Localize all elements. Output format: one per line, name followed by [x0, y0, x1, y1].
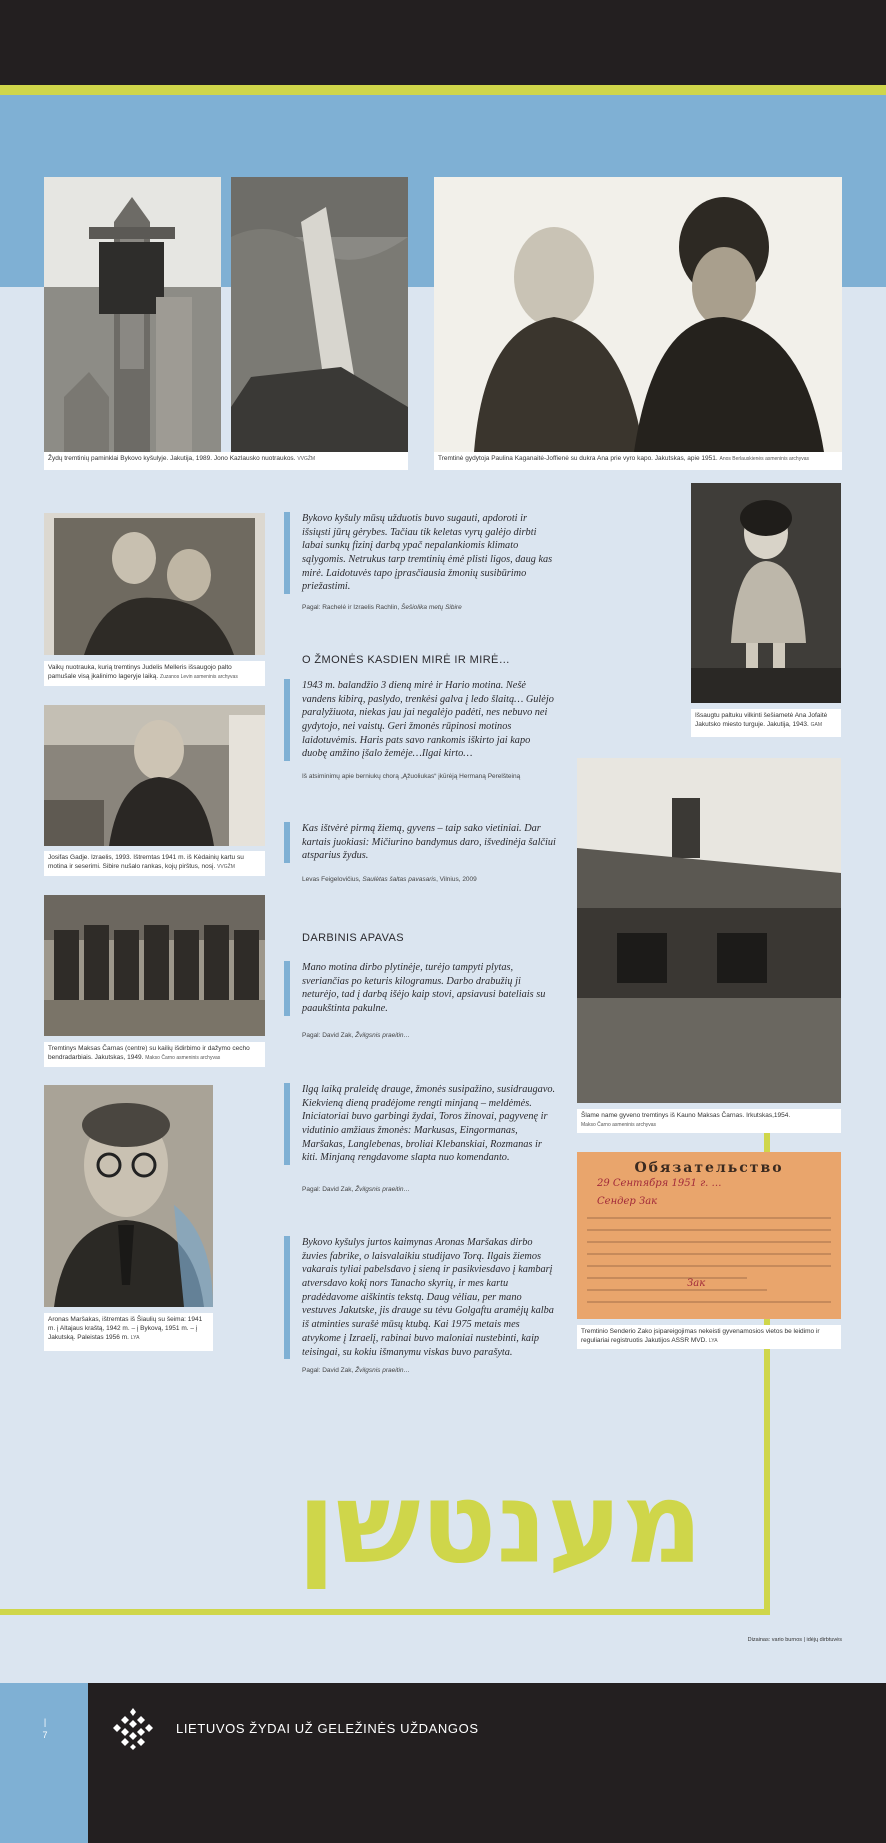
design-credit: Dizainas: vario burnos | idėjų dirbtuvės: [747, 1637, 842, 1643]
top-yellow-stripe: [0, 85, 886, 95]
quote-source-feigelovicius: Levas Feigelovičius, Saulėtas šaltas pavasaris, Vilnius, 2009: [302, 876, 477, 883]
caption-girl-market: Išsaugtu paltuku vilkinti šešiametė Ana Jofaitė Jakutsko miesto turguje. Jakutija, 1943. GAM: [691, 709, 841, 737]
document-printed-lines: [587, 1212, 831, 1312]
document-handwriting-name: Сендер Зак: [597, 1196, 658, 1207]
heading-people-died: O ŽMONĖS KASDIEN MIRĖ IR MIRĖ…: [302, 654, 511, 666]
photo-josifas-gadje: [44, 705, 265, 846]
page-number-mark: |: [43, 1717, 47, 1727]
document-handwriting-date: 29 Сентября 1951 г. …: [597, 1178, 722, 1189]
quote-source-zak-3: Pagal: David Zak, Žvilgsnis praeitin…: [302, 1367, 411, 1374]
caption-obligation-form: Tremtinio Senderio Zako įsipareigojimas nekeisti gyvenamosios vietos be leidimo ir reguliariai registruotis Jakutijos ASSR MVD. LYA: [577, 1325, 841, 1349]
yellow-frame-horizontal: [0, 1609, 770, 1615]
quote-aronas-torah: Bykovo kyšulys jurtos kaimynas Aronas Maršakas dirbo žuvies fabrike, o laisvalaikiu studijavo Torą. Ilgais žiemos vakarais tyliai pabelsdavo į sieną ir pasikviesdavo į kambarį atversdavo kokį nors Tanacho skyrių, ir mes kartu pradėdavome aiškintis tekstą. Daug vėliau, per mano vestuves Jakutske, jis drauge su tėvu Golgaftu aramėjų kalba iš atminties surašė mūsų ktubą. Kai 1975 metais mes atvykome į Izraelį, rabinai buvo maloniai nustebinti, kaip teisingai, su kokiu išmanymu viskas buvo parašyta.: [284, 1236, 556, 1359]
photo-mother-daughter: [434, 177, 842, 452]
page-number: 7: [42, 1730, 48, 1740]
photo-old-house: [577, 758, 841, 1103]
heading-work-shoes: DARBINIS APAVAS: [302, 932, 404, 944]
quote-source-zak-2: Pagal: David Zak, Žvilgsnis praeitin…: [302, 1186, 411, 1193]
caption-josifas-gadje: Josifas Gadje. Izraelis, 1993. Ištremtas 1941 m. iš Kėdainių kartu su motina ir seserimi. Sibire nušalo rankas, kojų pirštus, nosį. VVGŽM: [44, 851, 265, 876]
footer-title: LIETUVOS ŽYDAI UŽ GELEŽINĖS UŽDANGOS: [176, 1721, 479, 1736]
caption-grave-monuments: Žydų tremtinių paminklai Bykovo kyšulyje. Jakutija, 1989. Jono Kazlausko nuotraukos. VVGŽM: [44, 452, 408, 470]
photo-children: [44, 513, 265, 655]
document-signature: Зак: [687, 1278, 706, 1289]
caption-children: Vaikų nuotrauka, kurią tremtinys Judelis Melleris išsaugojo palto pamušale visą įkalinimo lageryje laiką. Zuzanos Levin asmeninis archyvas: [44, 661, 265, 686]
quote-minyan: Ilgą laiką praleidę drauge, žmonės susipažino, susidraugavo. Kiekvieną dieną pradėjome rengti minjaną – meldėmės. Iniciatoriai buvo garbingi žydai, Toros žinovai, pagyvenę ir vidutinio amžiaus žmonės: Markusas, Eingormanas, Maršakas, Langlebenas, broliai Klebanskiai, Rozmanas ir kiti. Minjaną rengdavome slapta nuo komendanto.: [284, 1083, 556, 1165]
photo-group-workers: [44, 895, 265, 1036]
caption-group-workers: Tremtinys Maksas Čarnas (centre) su kailių išdirbimo ir dažymo cecho bendradarbiais. Jakutskas, 1949. Makso Čarno asmeninis archyvas: [44, 1042, 265, 1067]
quote-first-winter: Kas ištvėrė pirmą žiemą, gyvens – taip sako vietiniai. Dar kartais juokiasi: Mičiurino bandymus daro, išvedinėja šalčiui atsparius žydus.: [284, 822, 556, 863]
caption-aronas-marsakas: Aronas Maršakas, ištremtas iš Šiaulių su šeima: 1941 m. į Altajaus kraštą, 1942 m. – į Bykovą, 1951 m. – į Jakutską. Paleistas 1956 m. LYA: [44, 1313, 213, 1351]
photo-leaning-gravestone: [231, 177, 408, 452]
caption-mother-daughter: Tremtinė gydytoja Paulina Kaganaitė-Joffienė su dukra Ana prie vyro kapo. Jakutskas, apie 1951. Anos Berlauskienės asmeninis archyvas: [434, 452, 842, 470]
quote-haris-mother: 1943 m. balandžio 3 dieną mirė ir Hario motina. Nešė vandens kibirą, paslydo, trenkėsi galva į ledo šlaitą… Gulėjo paralyžiuota, niekas jau jai negalėjo padėti, nes nebuvo nei gydytojo, nei vaistų. Geri žmonės rūpinosi motinos laidotuvėmis. Haris pats savo rankomis iškirto jai kapo duobę amžino įšalo žemėje…Ilgai kirto…: [284, 679, 556, 761]
quote-source-rachlin: Pagal: Rachelė ir Izraelis Rachlin, Šešiolika metų Sibire: [302, 604, 462, 611]
document-obligation-form: [577, 1152, 841, 1319]
quote-source-azuoliukas: Iš atsiminimų apie berniukų chorą „Ąžuoliukas“ įkūrėją Hermaną Perelšteiną: [302, 773, 521, 780]
top-dark-bar: [0, 0, 886, 85]
footer-blue-block: [0, 1683, 88, 1843]
logo-icon: [113, 1706, 153, 1750]
photo-grave-monument: [44, 177, 221, 452]
hebrew-title-mentshn: מענטשן: [297, 1459, 703, 1589]
quote-bykov-cape: Bykovo kyšuly mūsų užduotis buvo sugauti, apdoroti ir išsiųsti jūrų gėrybes. Tačiau tik keletas vyrų galėjo dirbti labai sunkų fizinį darbą ypač nepalankiomis klimato sąlygomis. Netrukus tarp tremtinių ėmė plisti ligos, daug kas mirė. Laidotuvės tapo įprasčiausia žmonių susibūrimo priežastimi.: [284, 512, 556, 594]
photo-girl-market: [691, 483, 841, 703]
photo-aronas-marsakas: [44, 1085, 213, 1307]
quote-brickyard: Mano motina dirbo plytinėje, turėjo tampyti plytas, sveriančias po keturis kilogramus. Darbo drabužių ji neturėjo, tad į darbą išėjo kaip stovi, apsiavusi bateliais su paaukštinta pakulne.: [284, 961, 556, 1016]
document-title: Обязательство: [634, 1160, 784, 1176]
caption-old-house: Šlame name gyveno tremtinys iš Kauno Maksas Čarnas. Irkutskas,1954. Makso Čarno asmeninis archyvas: [577, 1109, 841, 1133]
quote-source-zak-1: Pagal: David Zak, Žvilgsnis praeitin…: [302, 1032, 411, 1039]
